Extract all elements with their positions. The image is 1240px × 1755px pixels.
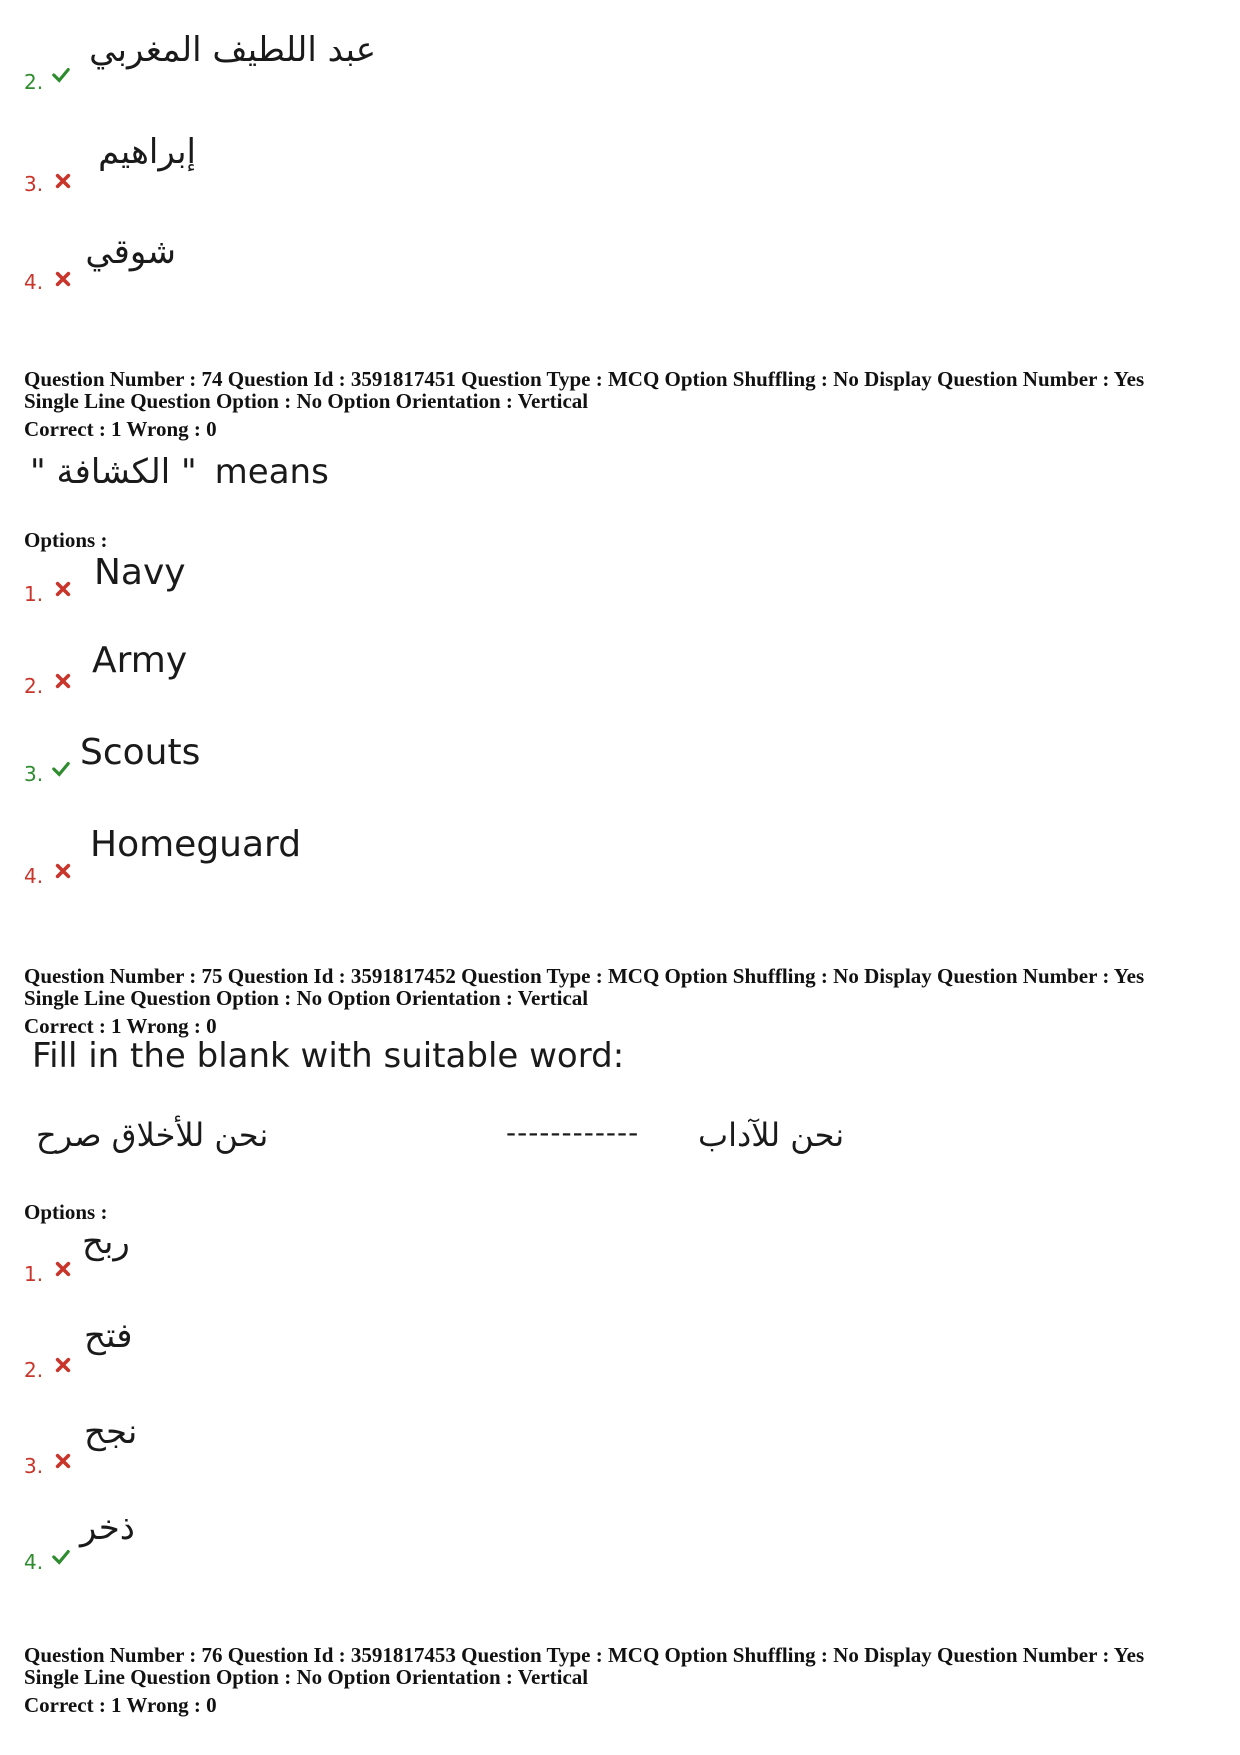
option-text: Scouts — [80, 732, 201, 773]
stem-blank: ------------ — [506, 1116, 640, 1149]
stem-english: means — [214, 452, 329, 492]
check-icon — [52, 1548, 70, 1566]
question-stem-sentence — [30, 1116, 870, 1166]
check-icon — [52, 66, 70, 84]
question-meta-line: Single Line Question Option : No Option Orientation : Vertical — [24, 389, 589, 413]
option-number: 4. — [24, 864, 44, 888]
cross-icon — [54, 1260, 72, 1278]
check-icon — [52, 760, 70, 778]
question-meta-line: Single Line Question Option : No Option Orientation : Vertical — [24, 1665, 589, 1689]
option-number: 4. — [24, 1550, 44, 1574]
option-number: 1. — [24, 582, 44, 606]
option-text: إبراهيم — [98, 132, 196, 172]
cross-icon — [54, 270, 72, 288]
option-number: 1. — [24, 1262, 44, 1286]
option-text: عبد اللطيف المغربي — [89, 30, 376, 70]
cross-icon — [54, 172, 72, 190]
stem-arabic-left: نحن للأخلاق صرح — [36, 1116, 269, 1154]
question-meta-line: Question Number : 75 Question Id : 3591817452 Question Type : MCQ Option Shuffling : No Display Question Number : Yes — [24, 964, 1145, 988]
stem-arabic-right: نحن للآداب — [698, 1116, 845, 1154]
option-text: شوقي — [85, 232, 176, 272]
question-meta-line: Question Number : 76 Question Id : 3591817453 Question Type : MCQ Option Shuffling : No Display Question Number : Yes — [24, 1643, 1145, 1667]
option-text: Army — [92, 640, 188, 681]
option-text: ربح — [82, 1222, 130, 1262]
option-number: 3. — [24, 1454, 44, 1478]
option-number: 4. — [24, 270, 44, 294]
option-text: Navy — [94, 552, 186, 593]
cross-icon — [54, 862, 72, 880]
score-line: Correct : 1 Wrong : 0 — [24, 417, 217, 441]
cross-icon — [54, 672, 72, 690]
question-stem — [30, 452, 329, 492]
question-stem-instruction: Fill in the blank with suitable word: — [32, 1036, 625, 1076]
cross-icon — [54, 580, 72, 598]
stem-arabic-term: " الكشافة " — [30, 452, 197, 492]
question-meta-line: Question Number : 74 Question Id : 3591817451 Question Type : MCQ Option Shuffling : No Display Question Number : Yes — [24, 367, 1145, 391]
score-line: Correct : 1 Wrong : 0 — [24, 1693, 217, 1717]
question-meta-line: Single Line Question Option : No Option Orientation : Vertical — [24, 986, 589, 1010]
option-text: Homeguard — [90, 824, 302, 865]
option-text: نجح — [84, 1412, 138, 1452]
option-number: 2. — [24, 674, 44, 698]
options-label: Options : — [24, 528, 108, 552]
option-text: ذخر — [80, 1508, 135, 1548]
option-number: 2. — [24, 70, 44, 94]
option-number: 2. — [24, 1358, 44, 1382]
score-line: Correct : 1 Wrong : 0 — [24, 1014, 217, 1038]
options-label: Options : — [24, 1200, 108, 1224]
option-text: فتح — [84, 1316, 133, 1356]
option-number: 3. — [24, 172, 44, 196]
cross-icon — [54, 1356, 72, 1374]
cross-icon — [54, 1452, 72, 1470]
option-number: 3. — [24, 762, 44, 786]
